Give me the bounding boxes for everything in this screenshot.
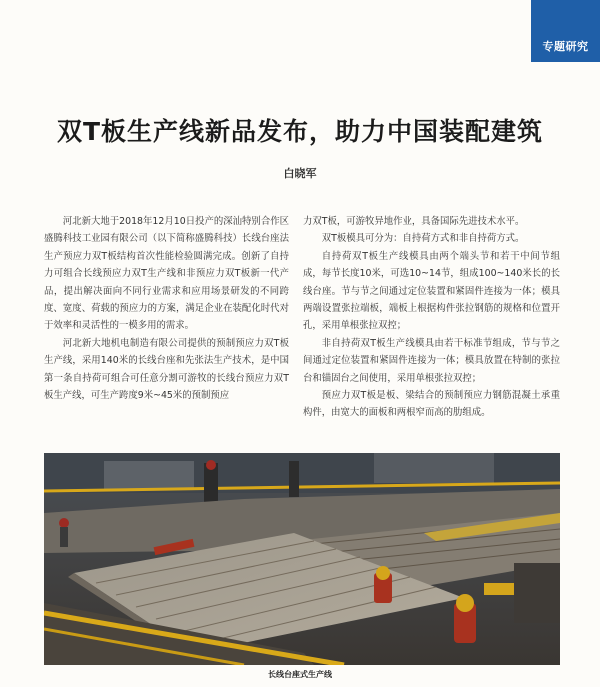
left-column [44,213,289,404]
right-column [303,213,560,422]
article-title: 双T板生产线新品发布，助力中国装配建筑 [56,117,544,146]
paragraph-continuation: 力双T板，可游牧异地作业，具备国际先进技术水平。 [303,216,525,227]
production-line-illustration [44,453,560,665]
paragraph: 非自持荷双T板生产线模具由若干标准节组成，节与节之间通过定位装置和紧固件连接为一体；模具放置在特制的张拉台和锚固台之间使用，采用单根张拉双控； [303,337,560,384]
factory-photo [44,453,560,665]
section-tab: 专题研究 [531,0,600,62]
paragraph: 预应力双T板是板、梁结合的预制预应力钢筋混凝土承重构件，由宽大的面板和两根窄而高的肋组成。 [303,390,560,419]
paragraph: 河北新大地于2018年12月10日投产的深汕特别合作区盛腾科技工业园有限公司（以下简称盛腾科技）长线台座法生产预应力双T板结构首次性能检验圆满完成。创新了自持力可组合长线预应力双T生产线和非预应力双T板新一代产品，提出解决面向不同行业需求和应用场景研发的不同跨度、宽度、荷载的预应力的方案，满足企业在装配化时代对于效率和灵活性的一模多用的需求。 [44,216,289,332]
article-author: 白晓军 [283,167,317,180]
paragraph: 双T板模具可分为：自持荷方式和非自持荷方式。 [321,233,525,245]
paragraph: 自持荷双T板生产线模具由两个端头节和若干中间节组成，每节长度10米，可选10~14节，组成100~140米长的长线台座。节与节之间通过定位装置和紧固件连接为一体；模具两端设置张拉端板，端板上根据构件张拉钢筋的规格和位置开孔，采用单根张拉双控； [303,250,560,332]
figure-caption: 长线台座式生产线 [268,670,332,679]
paragraph: 河北新大地机电制造有限公司提供的预制预应力双T板生产线，采用140米的长线台座和先张法生产技术，是中国第一条自持荷可组合可任意分割可游牧的长线台预应力双T板生产线，可生产跨度9米~45米的预制预应 [44,337,289,402]
